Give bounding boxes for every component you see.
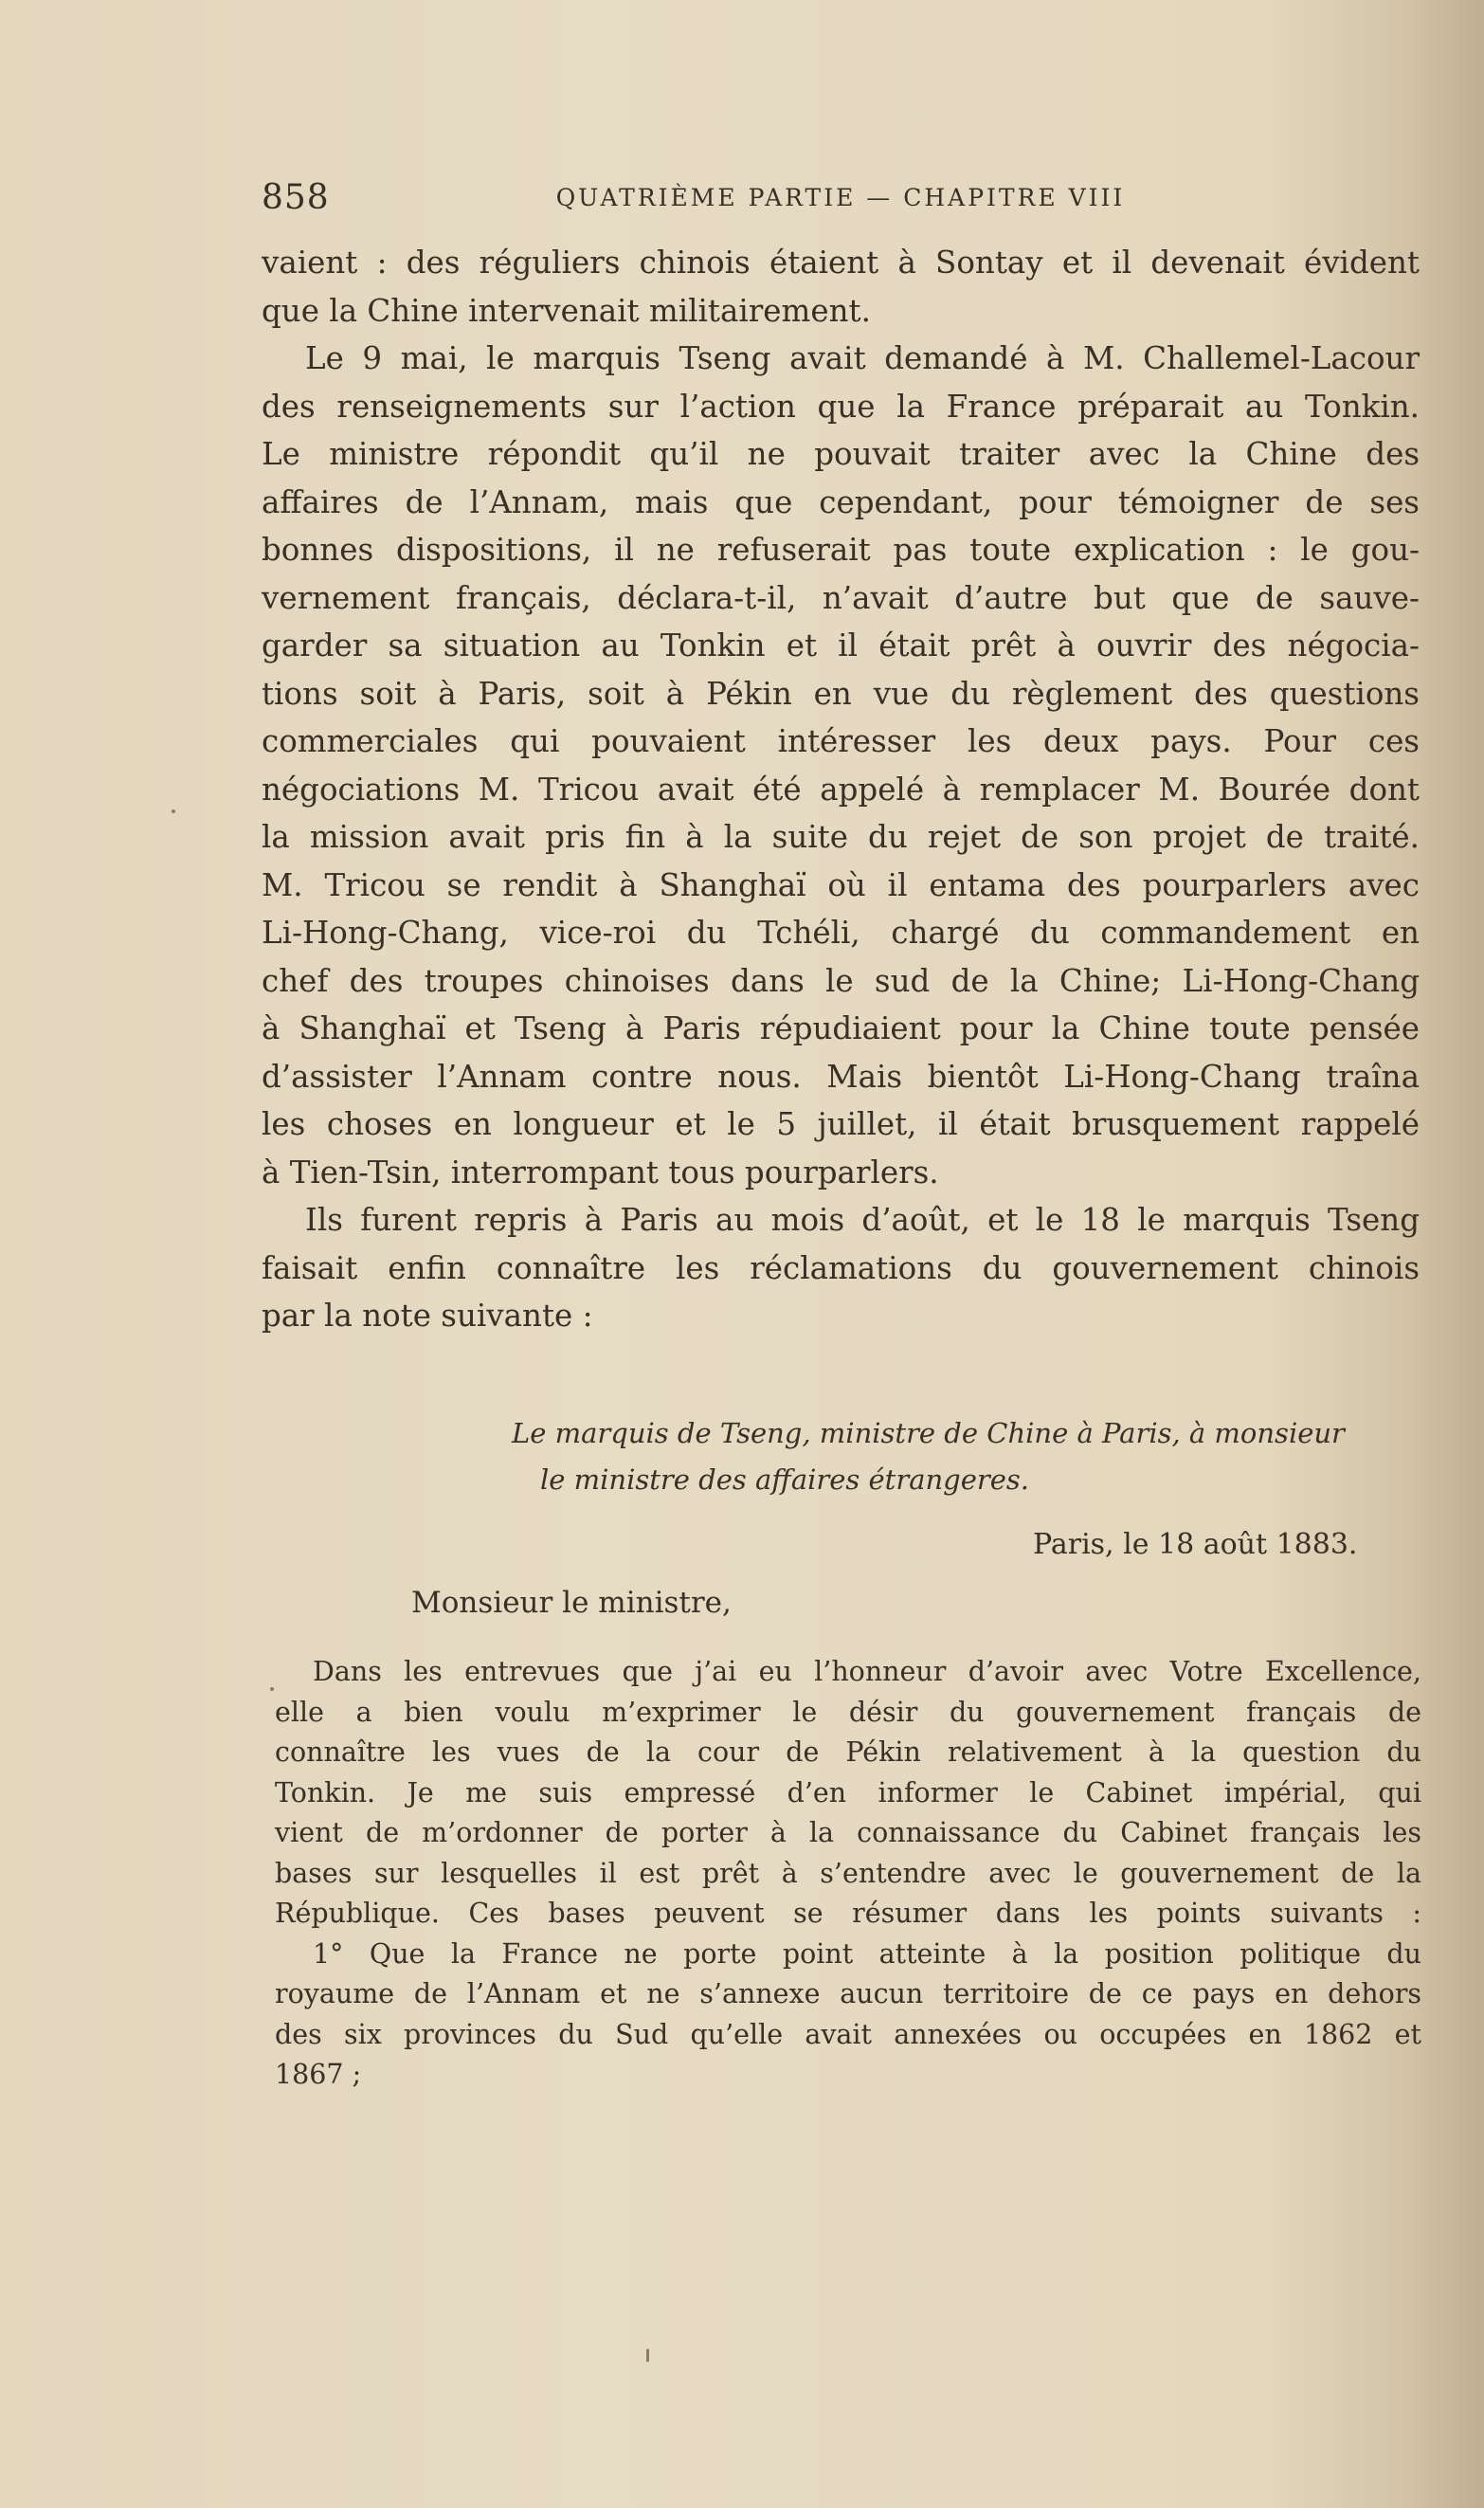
text-line: à Shanghaï et Tseng à Paris répudiaient pour la Chine toute pensée — [262, 1010, 1420, 1046]
letter-heading — [512, 1410, 1431, 1503]
letter-heading-line: Le marquis de Tseng, ministre de Chine à Paris, à monsieur — [512, 1417, 1345, 1449]
text-line: faisait enfin connaître les réclamations du gouvernement chinois — [262, 1249, 1420, 1286]
text-line: commerciales qui pouvaient intéresser les deux pays. Pour ces — [262, 723, 1420, 759]
text-line: royaume de l’Annam et ne s’annexe aucun territoire de ce pays en dehors — [275, 1978, 1421, 2009]
text-line: Le 9 mai, le marquis Tseng avait demandé à M. Challemel-Lacour — [305, 340, 1420, 376]
text-line: M. Tricou se rendit à Shanghaï où il entama des pourparlers avec — [262, 866, 1420, 903]
letter-heading-line: le ministre des affaires étrangeres. — [540, 1463, 1030, 1496]
letter-text — [275, 1652, 1421, 2096]
text-line: les choses en longueur et le 5 juillet, il était brusquement rappelé — [262, 1106, 1420, 1142]
text-line: Li-Hong-Chang, vice-roi du Tchéli, chargé du commandement en — [262, 915, 1420, 951]
text-line: bases sur lesquelles il est prêt à s’entendre avec le gouvernement de la — [275, 1857, 1421, 1889]
paper-speck — [172, 809, 175, 813]
text-line: garder sa situation au Tonkin et il était prêt à ouvrir des négocia- — [262, 627, 1420, 663]
text-line: 1° Que la France ne porte point atteinte à la position politique du — [313, 1937, 1421, 1970]
text-line: vaient : des réguliers chinois étaient à Sontay et il devenait évident — [262, 245, 1420, 281]
letter-dateline: Paris, le 18 août 1883. — [1033, 1528, 1358, 1561]
text-line: négociations M. Tricou avait été appelé à remplacer M. Bourée dont — [262, 771, 1420, 808]
page-header — [262, 178, 1420, 226]
text-line: bonnes dispositions, il ne refuserait pas toute explication : le gou- — [262, 532, 1420, 568]
text-line: des six provinces du Sud qu’elle avait annexées ou occupées en 1862 et — [275, 2018, 1421, 2050]
text-line: Tonkin. Je me suis empressé d’en informer le Cabinet impérial, qui — [275, 1776, 1421, 1808]
text-line: Dans les entrevues que j’ai eu l’honneur d’avoir avec Votre Excellence, — [313, 1656, 1421, 1687]
paper-speck — [646, 2349, 649, 2362]
text-line: Ils furent repris à Paris au mois d’août, et le 18 le marquis Tseng — [305, 1202, 1420, 1238]
text-line: d’assister l’Annam contre nous. Mais bientôt Li-Hong-Chang traîna — [262, 1058, 1420, 1095]
page-number: 858 — [262, 178, 330, 217]
text-line: Le ministre répondit qu’il ne pouvait traiter avec la Chine des — [262, 436, 1420, 472]
text-line: la mission avait pris fin à la suite du rejet de son projet de traité. — [262, 819, 1420, 855]
text-line: par la note suivante : — [262, 1298, 593, 1334]
body-text — [262, 239, 1420, 1340]
text-line: des renseignements sur l’action que la France préparait au Tonkin. — [262, 388, 1420, 425]
text-line: à Tien-Tsin, interrompant tous pourparlers. — [262, 1154, 939, 1190]
text-line: tions soit à Paris, soit à Pékin en vue du règlement des questions — [262, 675, 1420, 712]
text-line: vient de m’ordonner de porter à la connaissance du Cabinet français les — [275, 1817, 1421, 1848]
paper-speck — [270, 1687, 274, 1691]
running-head: QUATRIÈME PARTIE — CHAPITRE VIII — [555, 184, 1126, 211]
text-line: 1867 ; — [275, 2059, 362, 2090]
text-line: elle a bien voulu m’exprimer le désir du gouvernement français de — [275, 1696, 1421, 1728]
text-line: connaître les vues de la cour de Pékin relativement à la question du — [275, 1736, 1421, 1768]
text-line: République. Ces bases peuvent se résumer dans les points suivants : — [275, 1898, 1421, 1929]
text-line: affaires de l’Annam, mais que cependant, pour témoigner de ses — [262, 483, 1420, 520]
text-line: vernement français, déclara-t-il, n’avait d’autre but que de sauve- — [262, 579, 1420, 616]
text-line: que la Chine intervenait militairement. — [262, 292, 871, 329]
letter-salutation: Monsieur le ministre, — [411, 1586, 732, 1620]
text-line: chef des troupes chinoises dans le sud de la Chine; Li-Hong-Chang — [262, 962, 1420, 999]
